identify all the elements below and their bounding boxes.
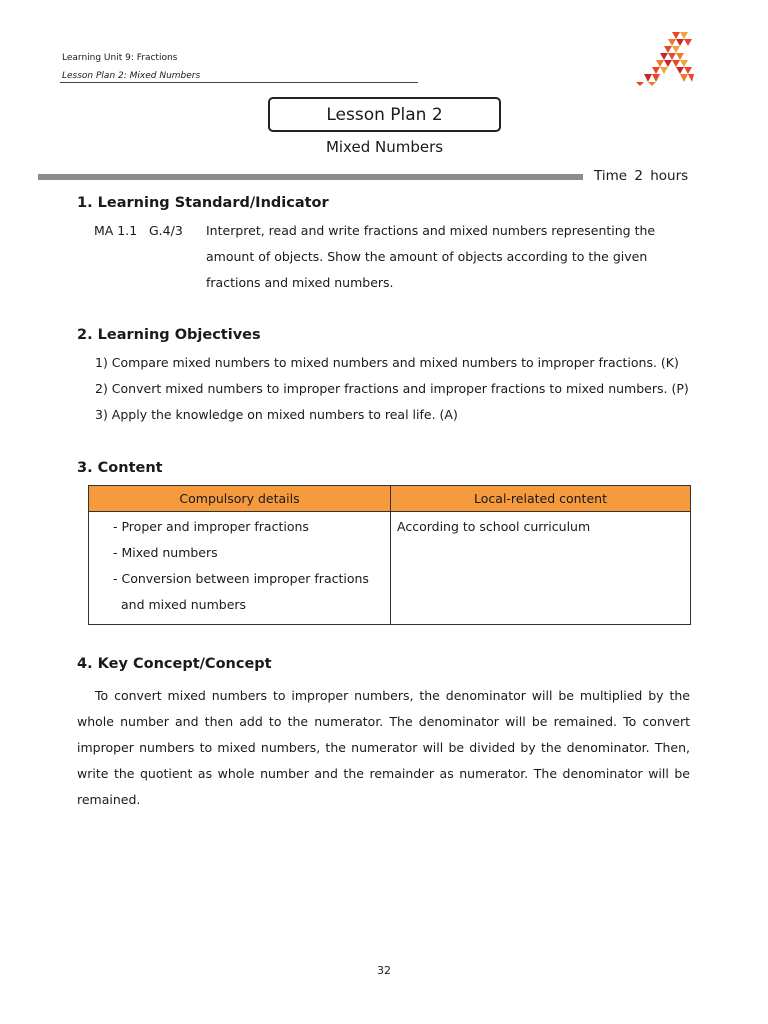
- triangle-mosaic-logo-icon: [634, 30, 694, 86]
- compulsory-item: - Proper and improper fractions: [113, 519, 309, 534]
- standard-grade: G.4/3: [149, 223, 183, 238]
- time-label: Time 2 hours: [594, 168, 689, 184]
- header-divider: [60, 82, 418, 83]
- compulsory-item: and mixed numbers: [121, 597, 247, 612]
- title-divider-bar: [38, 174, 583, 180]
- compulsory-details-cell: [89, 512, 391, 625]
- objective-item: 1) Compare mixed numbers to mixed numbers and mixed numbers to improper fractions. (K): [95, 355, 679, 370]
- content-table: [88, 485, 691, 625]
- lesson-title-box: [268, 97, 501, 132]
- standard-code: MA 1.1: [94, 223, 138, 238]
- compulsory-item: - Mixed numbers: [113, 545, 218, 560]
- standard-line: amount of objects. Show the amount of objects according to the given: [206, 249, 648, 264]
- local-content-text: According to school curriculum: [397, 519, 591, 534]
- objective-item: 2) Convert mixed numbers to improper fractions and improper fractions to mixed numbers. (P): [95, 381, 689, 396]
- header-plan-label: Lesson Plan 2: Mixed Numbers: [62, 71, 201, 81]
- section-standard-heading: 1. Learning Standard/Indicator: [77, 195, 329, 211]
- section-content-heading: 3. Content: [77, 460, 163, 476]
- compulsory-item: - Conversion between improper fractions: [113, 571, 369, 586]
- page-number: 32: [377, 964, 391, 977]
- local-content-cell: [391, 512, 691, 625]
- objective-item: 3) Apply the knowledge on mixed numbers to real life. (A): [95, 407, 458, 422]
- standard-line: fractions and mixed numbers.: [206, 275, 394, 290]
- section-concept-heading: 4. Key Concept/Concept: [77, 656, 272, 672]
- concept-paragraph: To convert mixed numbers to improper numbers, the denominator will be multiplied by the whole number and then add to the numerator. The denominator will be remained. To convert improper numbers to mixed numbers, the numerator will be divided by the denominator. Then, write the quotient as whole number and the remainder as numerator. The denominator will be remained.: [77, 688, 690, 807]
- content-column-header: Local-related content: [391, 486, 691, 512]
- content-column-header: Compulsory details: [89, 486, 391, 512]
- section-objectives-heading: 2. Learning Objectives: [77, 327, 261, 343]
- lesson-title: Lesson Plan 2: [326, 104, 443, 125]
- header-unit-label: Learning Unit 9: Fractions: [62, 53, 178, 63]
- lesson-subtitle: Mixed Numbers: [325, 138, 444, 156]
- standard-line: Interpret, read and write fractions and mixed numbers representing the: [206, 223, 656, 238]
